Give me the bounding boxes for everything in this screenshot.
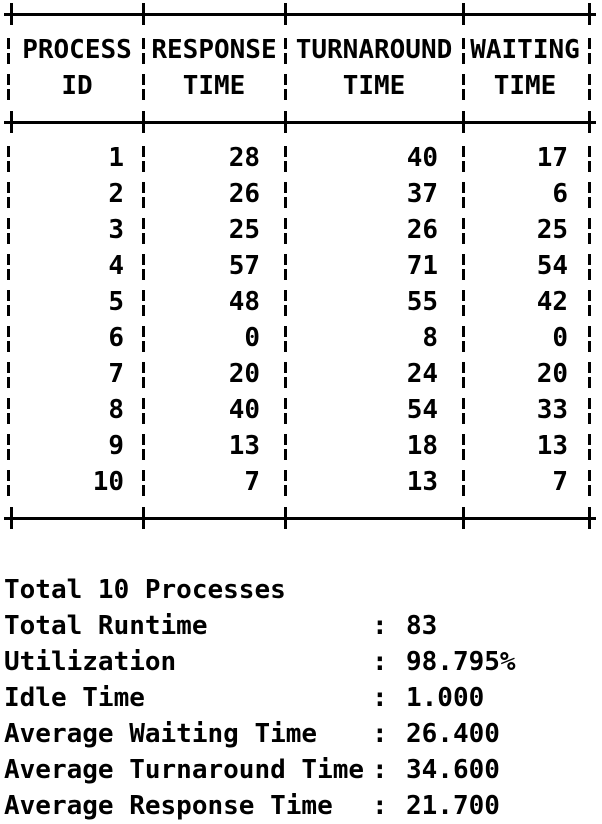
table-row [4, 356, 596, 392]
cell-response-time: 48 [228, 287, 260, 317]
summary-value: 1.000 [406, 683, 485, 713]
summary-item [4, 752, 594, 788]
header-response-line2: TIME [182, 71, 246, 101]
table-top-border [4, 0, 592, 30]
cell-waiting-time: 33 [536, 395, 568, 425]
summary-label: Idle Time [4, 683, 145, 713]
cell-turnaround-time: 40 [406, 143, 438, 173]
cell-process-id: 1 [108, 143, 124, 173]
cell-turnaround-time: 24 [406, 359, 438, 389]
header-turnaround-line2: TIME [342, 71, 406, 101]
header-waiting-line2: TIME [493, 71, 557, 101]
summary-item [4, 716, 594, 752]
cell-waiting-time: 25 [536, 215, 568, 245]
cell-response-time: 20 [228, 359, 260, 389]
table-row [4, 464, 596, 500]
cell-turnaround-time: 54 [406, 395, 438, 425]
cell-waiting-time: 20 [536, 359, 568, 389]
cell-response-time: 40 [228, 395, 260, 425]
cell-process-id: 4 [108, 251, 124, 281]
cell-waiting-time: 13 [536, 431, 568, 461]
cell-process-id: 6 [108, 323, 124, 353]
table-row [4, 212, 596, 248]
cell-response-time: 57 [228, 251, 260, 281]
cell-response-time: 28 [228, 143, 260, 173]
summary-total-processes: Total 10 Processes [4, 575, 286, 605]
cell-turnaround-time: 55 [406, 287, 438, 317]
summary-value: 26.400 [406, 719, 500, 749]
table-row [4, 392, 596, 428]
cell-waiting-time: 17 [536, 143, 568, 173]
summary-value: 83 [406, 611, 438, 641]
table-header-row-1 [4, 32, 596, 68]
header-response-line1: RESPONSE [151, 35, 277, 65]
table-row [4, 176, 596, 212]
cell-process-id: 3 [108, 215, 124, 245]
cell-waiting-time: 6 [552, 179, 568, 209]
table-bottom-border [4, 504, 592, 534]
header-waiting-line1: WAITING [470, 35, 580, 65]
summary-label: Average Turnaround Time [4, 755, 365, 785]
summary-colon: : [372, 791, 388, 821]
summary-label: Average Waiting Time [4, 719, 318, 749]
cell-response-time: 0 [244, 323, 260, 353]
table-header-row-2 [4, 68, 596, 104]
cell-process-id: 8 [108, 395, 124, 425]
table-row [4, 140, 596, 176]
summary-colon: : [372, 719, 388, 749]
cell-waiting-time: 0 [552, 323, 568, 353]
summary-label: Utilization [4, 647, 177, 677]
summary-colon: : [372, 683, 388, 713]
cell-waiting-time: 7 [552, 467, 568, 497]
cell-process-id: 2 [108, 179, 124, 209]
cell-response-time: 7 [244, 467, 260, 497]
header-turnaround-line1: TURNAROUND [295, 35, 453, 65]
summary-label: Average Response Time [4, 791, 333, 821]
summary-item [4, 644, 594, 680]
summary-label: Total Runtime [4, 611, 208, 641]
summary-value: 21.700 [406, 791, 500, 821]
header-process-line2: ID [61, 71, 93, 101]
cell-response-time: 25 [228, 215, 260, 245]
cell-turnaround-time: 13 [406, 467, 438, 497]
summary-value: 34.600 [406, 755, 500, 785]
table-header-separator [4, 108, 592, 138]
summary-colon: : [372, 755, 388, 785]
cell-turnaround-time: 18 [406, 431, 438, 461]
table-row [4, 284, 596, 320]
cell-turnaround-time: 71 [406, 251, 438, 281]
summary-colon: : [372, 647, 388, 677]
cell-turnaround-time: 26 [406, 215, 438, 245]
summary-colon: : [372, 611, 388, 641]
cell-process-id: 10 [92, 467, 124, 497]
table-row [4, 248, 596, 284]
cell-turnaround-time: 37 [406, 179, 438, 209]
cell-process-id: 9 [108, 431, 124, 461]
cell-response-time: 13 [228, 431, 260, 461]
cell-process-id: 5 [108, 287, 124, 317]
cell-waiting-time: 54 [536, 251, 568, 281]
cell-response-time: 26 [228, 179, 260, 209]
cell-waiting-time: 42 [536, 287, 568, 317]
summary-value: 98.795% [406, 647, 516, 677]
table-row [4, 428, 596, 464]
header-process-line1: PROCESS [22, 35, 132, 65]
summary-item [4, 788, 594, 824]
summary-item [4, 608, 594, 644]
cell-process-id: 7 [108, 359, 124, 389]
cell-turnaround-time: 8 [422, 323, 438, 353]
table-row [4, 320, 596, 356]
summary-item [4, 680, 594, 716]
